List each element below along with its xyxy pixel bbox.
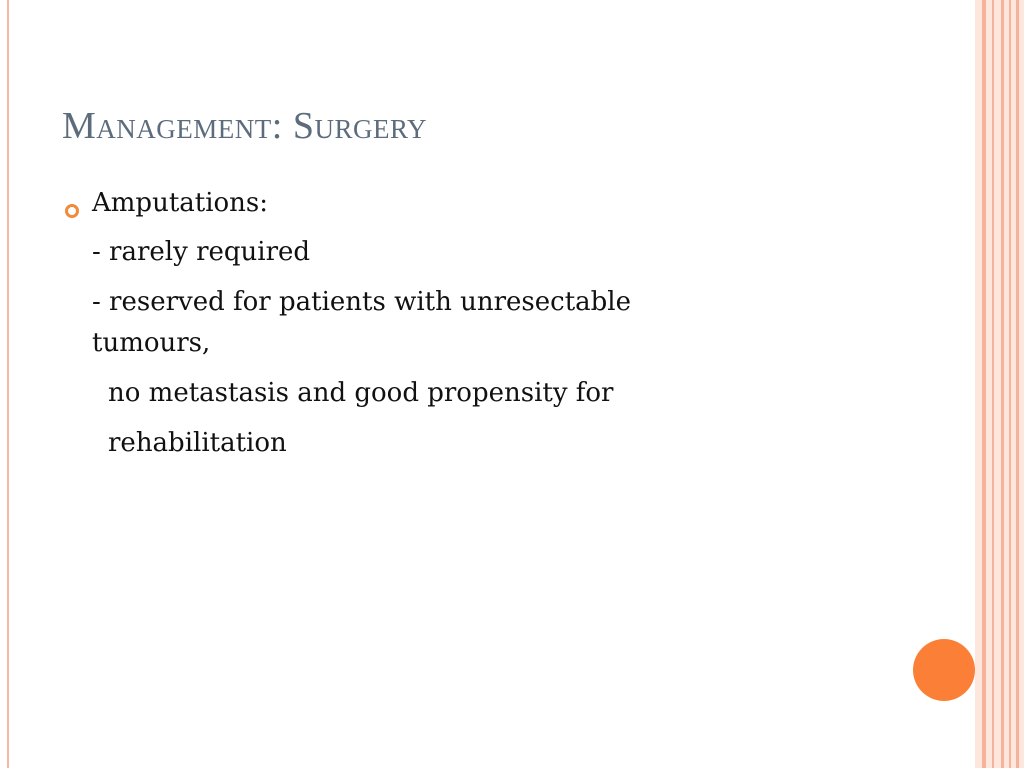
bullet-line: - rarely required (92, 237, 311, 267)
bullet-circle-icon (65, 204, 79, 218)
orange-circle-decoration (913, 639, 975, 701)
right-stripe (982, 0, 986, 768)
bullet-heading: Amputations: (92, 188, 269, 218)
right-stripe (1009, 0, 1011, 768)
right-stripe (992, 0, 994, 768)
bullet-line: - reserved for patients with unresectable (92, 287, 631, 317)
bullet-line: tumours, (92, 328, 211, 358)
bullet-line: no metastasis and good propensity for (108, 378, 614, 408)
right-stripe (1001, 0, 1004, 768)
slide-title: Management: Surgery (62, 105, 427, 147)
right-stripe (1016, 0, 1019, 768)
bullet-line: rehabilitation (108, 428, 287, 458)
left-border-line (7, 0, 9, 768)
